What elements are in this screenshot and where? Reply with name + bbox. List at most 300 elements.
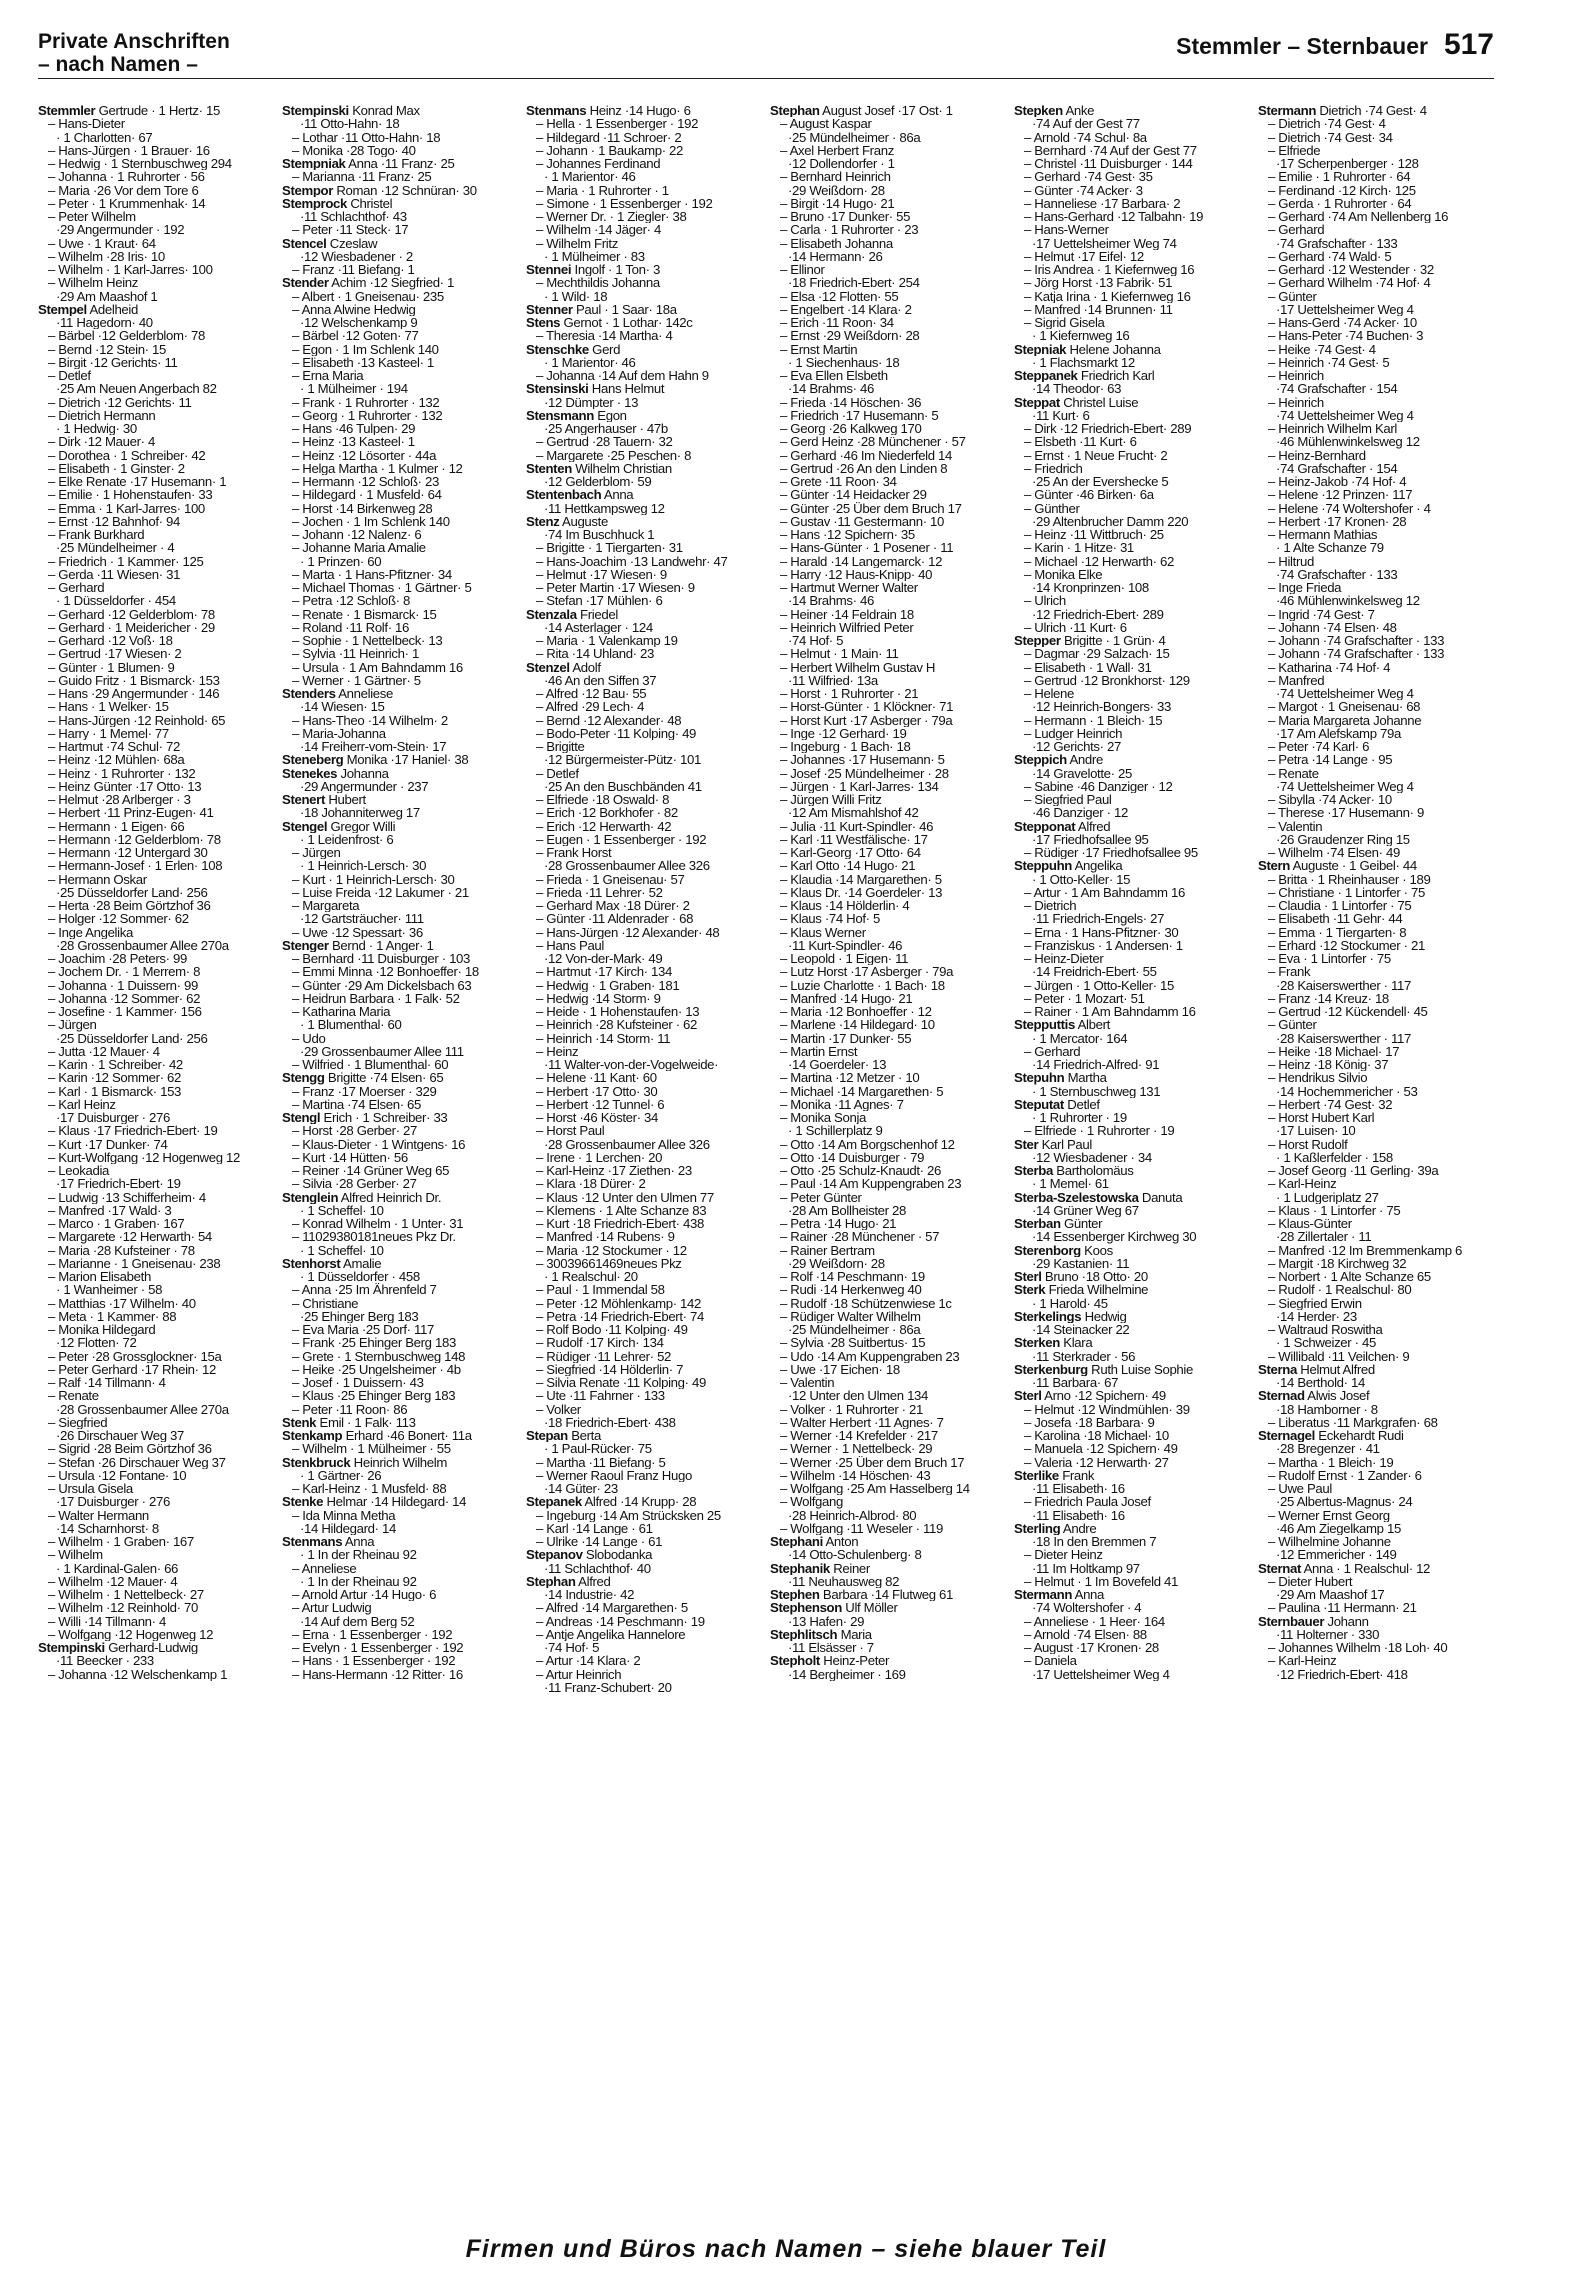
directory-entry bbox=[1258, 382, 1494, 395]
entry-text: – Margareta bbox=[292, 899, 360, 913]
directory-entry bbox=[770, 727, 1006, 740]
directory-entry bbox=[526, 1323, 762, 1336]
directory-entry bbox=[1014, 952, 1250, 965]
directory-entry bbox=[282, 1416, 518, 1429]
entry-text: – Horst ·46 Köster· 34 bbox=[536, 1111, 659, 1125]
directory-entry bbox=[38, 1548, 274, 1561]
entry-text: Brigitte ·74 Elsen· 65 bbox=[327, 1071, 444, 1085]
entry-surname: Stempor bbox=[282, 183, 334, 197]
entry-text: – Bernhard ·74 Auf der Gest 77 bbox=[1024, 143, 1197, 157]
entry-surname: Stennei bbox=[526, 263, 572, 277]
entry-text: · 1 Mercator· 164 bbox=[1032, 1031, 1128, 1045]
entry-text: – Hartmut ·74 Schul· 72 bbox=[48, 740, 180, 754]
directory-entry bbox=[526, 1588, 762, 1601]
directory-entry bbox=[770, 753, 1006, 766]
entry-text: – Dieter Hubert bbox=[1268, 1574, 1353, 1588]
directory-entry bbox=[526, 502, 762, 515]
directory-entry bbox=[1258, 926, 1494, 939]
directory-entry bbox=[770, 131, 1006, 144]
directory-entry bbox=[1014, 1654, 1250, 1667]
directory-entry bbox=[526, 223, 762, 236]
entry-text: – Liberatus ·11 Markgrafen· 68 bbox=[1268, 1415, 1438, 1429]
entry-text: ·11 Elisabeth· 16 bbox=[1032, 1508, 1125, 1522]
entry-text: ·17 Duisburger · 276 bbox=[56, 1495, 170, 1509]
entry-text: – Heinz-Dieter bbox=[1024, 952, 1104, 966]
directory-entry bbox=[770, 1032, 1006, 1045]
entry-text: ·28 Grossenbaumer Allee 270a bbox=[56, 938, 229, 952]
entry-text: · 1 Prinzen· 60 bbox=[300, 554, 382, 568]
entry-text: – Paulina ·11 Hermann· 21 bbox=[1268, 1601, 1417, 1615]
entry-text: – Hans-Gerhard ·12 Talbahn· 19 bbox=[1024, 210, 1204, 224]
entry-text: – Peter Wilhelm bbox=[48, 210, 136, 224]
directory-entry bbox=[526, 1191, 762, 1204]
entry-text: ·11 Otto-Hahn· 18 bbox=[300, 117, 400, 131]
directory-entry bbox=[38, 608, 274, 621]
entry-text: – Therese ·17 Husemann· 9 bbox=[1268, 806, 1424, 820]
directory-entry bbox=[526, 793, 762, 806]
directory-entry bbox=[282, 555, 518, 568]
directory-entry bbox=[38, 846, 274, 859]
directory-entry bbox=[38, 1535, 274, 1548]
directory-entry bbox=[38, 634, 274, 647]
entry-text: ·12 Unter den Ulmen 134 bbox=[788, 1389, 929, 1403]
directory-entry bbox=[282, 396, 518, 409]
directory-entry bbox=[770, 1297, 1006, 1310]
entry-text: – Silvia ·28 Gerber· 27 bbox=[292, 1177, 417, 1191]
entry-text: – Helene ·12 Prinzen· 117 bbox=[1268, 488, 1413, 502]
entry-text: · 1 Flachsmarkt 12 bbox=[1032, 355, 1135, 369]
entry-text: ·12 Bürgermeister-Pütz· 101 bbox=[544, 753, 701, 767]
entry-text: · 1 Leidenfrost· 6 bbox=[300, 832, 394, 846]
entry-text: – Marianne · 1 Gneisenau· 238 bbox=[48, 1256, 221, 1270]
entry-text: – Franziskus · 1 Andersen· 1 bbox=[1024, 938, 1183, 952]
entry-text: – Valeria ·12 Herwarth· 27 bbox=[1024, 1455, 1169, 1469]
entry-surname: Ster bbox=[1014, 1137, 1039, 1151]
directory-entry bbox=[1258, 952, 1494, 965]
entry-text: – Dietrich ·74 Gest· 4 bbox=[1268, 117, 1386, 131]
directory-entry bbox=[1258, 714, 1494, 727]
directory-entry bbox=[1014, 343, 1250, 356]
directory-entry bbox=[38, 276, 274, 289]
entry-text: ·28 Grossenbaumer Allee 270a bbox=[56, 1402, 229, 1416]
entry-surname: Stemprock bbox=[282, 196, 348, 210]
entry-text: ·14 Auf dem Berg 52 bbox=[300, 1614, 415, 1628]
entry-text: Frieda Wilhelmine bbox=[1048, 1283, 1149, 1297]
directory-entry bbox=[1014, 144, 1250, 157]
directory-entry bbox=[770, 1442, 1006, 1455]
directory-entry bbox=[1258, 820, 1494, 833]
directory-entry bbox=[770, 356, 1006, 369]
entry-text: – Johanna · 1 Ruhrorter · 56 bbox=[48, 170, 205, 184]
entry-text: – Anna Alwine Hedwig bbox=[292, 302, 416, 316]
directory-entry bbox=[282, 780, 518, 793]
entry-text: – Johann · 1 Baukamp· 22 bbox=[536, 143, 684, 157]
entry-text: – Julia ·11 Kurt-Spindler· 46 bbox=[780, 819, 934, 833]
entry-surname: Sterl bbox=[1014, 1270, 1042, 1284]
directory-entry bbox=[526, 1151, 762, 1164]
entry-text: – Michael Thomas · 1 Gärtner· 5 bbox=[292, 581, 472, 595]
directory-entry bbox=[526, 409, 762, 422]
entry-surname: Sternat bbox=[1258, 1561, 1301, 1575]
directory-entry bbox=[1258, 1601, 1494, 1614]
directory-entry bbox=[38, 1310, 274, 1323]
directory-entry bbox=[770, 859, 1006, 872]
directory-entry bbox=[1014, 1363, 1250, 1376]
directory-entry bbox=[1014, 1668, 1250, 1681]
directory-entry bbox=[38, 1363, 274, 1376]
directory-entry bbox=[1258, 1045, 1494, 1058]
entry-text: – Otto ·14 Duisburger · 79 bbox=[780, 1150, 925, 1164]
directory-entry bbox=[282, 952, 518, 965]
directory-entry bbox=[1014, 1495, 1250, 1508]
entry-text: Friedrich Karl bbox=[1080, 369, 1155, 383]
entry-surname: Steppanek bbox=[1014, 369, 1078, 383]
entry-surname: Sterling bbox=[1014, 1521, 1061, 1535]
directory-entry bbox=[770, 1005, 1006, 1018]
entry-surname: Sterban bbox=[1014, 1217, 1061, 1231]
directory-entry bbox=[1258, 1138, 1494, 1151]
directory-entry bbox=[282, 502, 518, 515]
directory-entry bbox=[1258, 1270, 1494, 1283]
directory-entry bbox=[38, 647, 274, 660]
directory-entry bbox=[526, 912, 762, 925]
directory-entry bbox=[282, 820, 518, 833]
directory-entry bbox=[770, 873, 1006, 886]
directory-entry bbox=[38, 1615, 274, 1628]
directory-entry bbox=[526, 131, 762, 144]
entry-text: Emil · 1 Falk· 113 bbox=[319, 1415, 416, 1429]
directory-entry bbox=[770, 1323, 1006, 1336]
entry-text: ·46 An den Siffen 37 bbox=[544, 673, 657, 687]
directory-entry bbox=[770, 1429, 1006, 1442]
entry-text: – Elke Renate ·17 Husemann· 1 bbox=[48, 475, 227, 489]
entry-text: – Monika ·28 Togo· 40 bbox=[292, 143, 416, 157]
directory-entry bbox=[1258, 740, 1494, 753]
entry-text: ·74 Auf der Gest 77 bbox=[1032, 117, 1140, 131]
directory-entry bbox=[282, 1177, 518, 1190]
entry-surname: Stepanov bbox=[526, 1548, 583, 1562]
entry-text: – Matthias ·17 Wilhelm· 40 bbox=[48, 1296, 196, 1310]
entry-text: – Helmut · 1 Im Bovefeld 41 bbox=[1024, 1574, 1179, 1588]
entry-text: ·46 Mühlenwinkelsweg 12 bbox=[1276, 435, 1420, 449]
directory-entry bbox=[770, 343, 1006, 356]
directory-entry bbox=[1258, 1336, 1494, 1349]
directory-entry bbox=[1258, 661, 1494, 674]
entry-text: – Gerhard Max ·18 Dürer· 2 bbox=[536, 899, 690, 913]
entry-text: · 1 Otto-Keller· 15 bbox=[1032, 872, 1131, 886]
directory-entry bbox=[38, 475, 274, 488]
entry-text: – Horst · 1 Ruhrorter · 21 bbox=[780, 687, 919, 701]
directory-entry bbox=[282, 488, 518, 501]
directory-entry bbox=[282, 131, 518, 144]
entry-text: – Hans-Dieter bbox=[48, 117, 125, 131]
directory-entry bbox=[38, 1429, 274, 1442]
entry-text: – Maria ·26 Vor dem Tore 6 bbox=[48, 183, 199, 197]
directory-entry bbox=[38, 1350, 274, 1363]
directory-entry bbox=[282, 581, 518, 594]
directory-entry bbox=[38, 1562, 274, 1575]
directory-entry bbox=[1258, 608, 1494, 621]
entry-text: – Gerda · 1 Ruhrorter · 64 bbox=[1268, 196, 1412, 210]
entry-text: – Heinrich bbox=[1268, 395, 1324, 409]
entry-text: Achim ·12 Siegfried· 1 bbox=[331, 276, 455, 290]
entry-text: – Werner · 1 Gärtner· 5 bbox=[292, 673, 421, 687]
entry-text: ·14 Wiesen· 15 bbox=[300, 700, 385, 714]
directory-entry bbox=[38, 382, 274, 395]
directory-entry bbox=[38, 223, 274, 236]
directory-entry bbox=[526, 316, 762, 329]
entry-text: ·14 Steinacker 22 bbox=[1032, 1323, 1130, 1337]
entry-text: – Rüdiger Walter Wilhelm bbox=[780, 1309, 921, 1323]
entry-text: · 1 Schweizer · 45 bbox=[1276, 1336, 1376, 1350]
entry-text: – Gerd Heinz ·28 Münchener · 57 bbox=[780, 435, 966, 449]
directory-entry bbox=[770, 1058, 1006, 1071]
entry-text: – Gerhard ·12 Voß· 18 bbox=[48, 634, 173, 648]
directory-entry bbox=[770, 965, 1006, 978]
entry-text: Heinz-Peter bbox=[823, 1654, 890, 1668]
entry-surname: Sterken bbox=[1014, 1336, 1060, 1350]
directory-entry bbox=[526, 1204, 762, 1217]
directory-entry bbox=[1258, 674, 1494, 687]
directory-entry bbox=[526, 210, 762, 223]
directory-entry bbox=[770, 1376, 1006, 1389]
directory-entry bbox=[1258, 290, 1494, 303]
directory-entry bbox=[1014, 753, 1250, 766]
directory-entry bbox=[1258, 1588, 1494, 1601]
entry-text: – Ida Minna Metha bbox=[292, 1508, 396, 1522]
directory-entry bbox=[1258, 568, 1494, 581]
directory-entry bbox=[282, 793, 518, 806]
entry-text: – Gerhard ·46 Im Niederfeld 14 bbox=[780, 448, 953, 462]
directory-entry bbox=[1014, 568, 1250, 581]
entry-text: – Ingeburg ·14 Am Strücksken 25 bbox=[536, 1508, 721, 1522]
directory-entry bbox=[1014, 1164, 1250, 1177]
entry-text: – Bernhard ·11 Duisburger · 103 bbox=[292, 952, 471, 966]
directory-entry bbox=[1258, 806, 1494, 819]
directory-columns bbox=[38, 104, 1494, 2184]
directory-entry bbox=[770, 1389, 1006, 1402]
entry-text: · 1 Sternbuschweg 131 bbox=[1032, 1084, 1161, 1098]
directory-entry bbox=[1258, 356, 1494, 369]
entry-text: – Ferdinand ·12 Kirch· 125 bbox=[1268, 183, 1416, 197]
entry-text: – Alfred ·14 Margarethen· 5 bbox=[536, 1601, 688, 1615]
entry-text: Wilhelm Christian bbox=[575, 461, 672, 475]
entry-text: – Heinrich bbox=[1268, 369, 1324, 383]
directory-entry bbox=[1258, 303, 1494, 316]
entry-text: – Martin Ernst bbox=[780, 1044, 858, 1058]
entry-text: – Petra ·12 Schloß· 8 bbox=[292, 594, 410, 608]
directory-entry bbox=[526, 621, 762, 634]
entry-text: – Heinz ·11 Wittbruch· 25 bbox=[1024, 528, 1164, 542]
directory-entry bbox=[526, 117, 762, 130]
entry-text: – Gerhard · 1 Meidericher · 29 bbox=[48, 620, 215, 634]
entry-text: – Inge Frieda bbox=[1268, 581, 1342, 595]
entry-text: – Hans · 1 Essenberger · 192 bbox=[292, 1654, 456, 1668]
directory-entry bbox=[770, 1509, 1006, 1522]
directory-entry bbox=[1014, 859, 1250, 872]
entry-text: – Eva Ellen Elsbeth bbox=[780, 369, 888, 383]
directory-entry bbox=[1014, 1257, 1250, 1270]
entry-text: – Eugen · 1 Essenberger · 192 bbox=[536, 832, 707, 846]
directory-entry bbox=[38, 1177, 274, 1190]
entry-text: – Hedwig · 1 Sternbuschweg 294 bbox=[48, 157, 232, 171]
directory-entry bbox=[1258, 1297, 1494, 1310]
directory-entry bbox=[1258, 793, 1494, 806]
entry-surname: Sterna bbox=[1258, 1362, 1297, 1376]
entry-text: ·14 Otto-Schulenberg· 8 bbox=[788, 1548, 922, 1562]
entry-text: – Carla · 1 Ruhrorter · 23 bbox=[780, 223, 919, 237]
entry-surname: Stephanik bbox=[770, 1561, 830, 1575]
directory-entry bbox=[1014, 1071, 1250, 1084]
directory-entry bbox=[526, 237, 762, 250]
directory-entry bbox=[770, 1668, 1006, 1681]
directory-entry bbox=[1258, 1177, 1494, 1190]
entry-surname: Stenekes bbox=[282, 766, 338, 780]
directory-entry bbox=[1014, 621, 1250, 634]
directory-entry bbox=[38, 833, 274, 846]
directory-entry bbox=[1014, 833, 1250, 846]
directory-entry bbox=[38, 555, 274, 568]
entry-text: Alfred ·14 Krupp· 28 bbox=[584, 1495, 697, 1509]
entry-text: – Franz ·11 Biefang· 1 bbox=[292, 263, 415, 277]
directory-entry bbox=[526, 1297, 762, 1310]
directory-entry bbox=[770, 290, 1006, 303]
entry-text: ·17 Uettelsheimer Weg 74 bbox=[1032, 236, 1177, 250]
directory-entry bbox=[770, 210, 1006, 223]
directory-entry bbox=[526, 1283, 762, 1296]
entry-text: ·12 Gelderblom· 59 bbox=[544, 475, 652, 489]
entry-text: – Luzie Charlotte · 1 Bach· 18 bbox=[780, 978, 945, 992]
entry-text: ·74 Grafschafter · 154 bbox=[1276, 461, 1398, 475]
entry-text: – Wilhelmine Johanne bbox=[1268, 1535, 1391, 1549]
entry-text: ·14 Kronprinzen· 108 bbox=[1032, 581, 1149, 595]
directory-entry bbox=[38, 1297, 274, 1310]
directory-entry bbox=[526, 1045, 762, 1058]
directory-entry bbox=[1258, 621, 1494, 634]
entry-text: – Hermann · 1 Bleich· 15 bbox=[1024, 713, 1163, 727]
entry-text: – Frank bbox=[1268, 965, 1311, 979]
entry-text: – Sibylla ·74 Acker· 10 bbox=[1268, 793, 1392, 807]
entry-surname: Stepputtis bbox=[1014, 1018, 1075, 1032]
directory-entry bbox=[770, 647, 1006, 660]
entry-text: – Heinz · 1 Ruhrorter · 132 bbox=[48, 766, 196, 780]
entry-text: – Rita ·14 Uhland· 23 bbox=[536, 647, 655, 661]
entry-text: – Hanneliese ·17 Barbara· 2 bbox=[1024, 196, 1181, 210]
entry-text: – Peter ·12 Möhlenkamp· 142 bbox=[536, 1296, 702, 1310]
directory-entry bbox=[38, 714, 274, 727]
directory-entry bbox=[282, 1495, 518, 1508]
entry-text: – Hans-Joachim ·13 Landwehr· 47 bbox=[536, 554, 728, 568]
entry-text: Andre bbox=[1062, 1521, 1097, 1535]
directory-entry bbox=[282, 1045, 518, 1058]
directory-entry bbox=[282, 1085, 518, 1098]
directory-entry bbox=[1258, 634, 1494, 647]
entry-text: – Daniela bbox=[1024, 1654, 1077, 1668]
directory-entry bbox=[1014, 356, 1250, 369]
entry-text: ·29 Am Maashof 1 bbox=[56, 289, 158, 303]
entry-text: – Klaus ·25 Ehinger Berg 183 bbox=[292, 1389, 456, 1403]
directory-entry bbox=[1014, 740, 1250, 753]
directory-entry bbox=[1014, 1389, 1250, 1402]
entry-text: ·11 Elisabeth· 16 bbox=[1032, 1482, 1125, 1496]
entry-text: – Rüdiger ·11 Lehrer· 52 bbox=[536, 1349, 672, 1363]
entry-text: Brigitte · 1 Grün· 4 bbox=[1063, 634, 1166, 648]
entry-text: ·12 Wiesbadener · 34 bbox=[1032, 1150, 1152, 1164]
entry-text: · 1 Mülheimer · 83 bbox=[544, 249, 645, 263]
name-range: Stemmler – Sternbauer bbox=[1176, 33, 1428, 59]
directory-entry bbox=[1258, 422, 1494, 435]
entry-text: – Wilhelm bbox=[48, 1548, 103, 1562]
directory-entry bbox=[1014, 1641, 1250, 1654]
directory-entry bbox=[1014, 1522, 1250, 1535]
entry-text: – Grete · 1 Sternbuschweg 148 bbox=[292, 1349, 466, 1363]
entry-text: – Johann ·74 Grafschafter · 133 bbox=[1268, 634, 1445, 648]
entry-text: – Silvia Renate ·11 Kolping· 49 bbox=[536, 1376, 706, 1390]
entry-text: ·18 Friedrich-Ebert· 438 bbox=[544, 1415, 676, 1429]
directory-entry bbox=[1014, 767, 1250, 780]
entry-text: – Heinz ·12 Mühlen· 68a bbox=[48, 753, 185, 767]
entry-text: ·11 Franz-Schubert· 20 bbox=[544, 1680, 672, 1694]
entry-text: Berta bbox=[571, 1429, 601, 1443]
entry-text: Christel bbox=[350, 196, 393, 210]
entry-text: – Renate bbox=[1268, 766, 1319, 780]
entry-text: – Helmut ·12 Windmühlen· 39 bbox=[1024, 1402, 1190, 1416]
entry-text: ·74 Woltershofer · 4 bbox=[1032, 1601, 1142, 1615]
directory-entry bbox=[1258, 435, 1494, 448]
entry-text: – Margot · 1 Gneisenau· 68 bbox=[1268, 700, 1421, 714]
entry-text: – Bärbel ·12 Gelderblom· 78 bbox=[48, 329, 205, 343]
directory-entry bbox=[282, 263, 518, 276]
entry-text: – Dirk ·12 Mauer· 4 bbox=[48, 435, 155, 449]
entry-surname: Stepan bbox=[526, 1429, 568, 1443]
directory-entry bbox=[1014, 594, 1250, 607]
directory-entry bbox=[38, 1376, 274, 1389]
directory-entry bbox=[770, 1244, 1006, 1257]
entry-text: – Heinrich ·14 Storm· 11 bbox=[536, 1031, 671, 1045]
entry-text: ·25 Ehinger Berg 183 bbox=[300, 1309, 419, 1323]
entry-text: Angelika bbox=[1074, 859, 1123, 873]
entry-text: ·11 Schlachthof· 43 bbox=[300, 210, 407, 224]
directory-entry bbox=[1014, 1548, 1250, 1561]
directory-entry bbox=[770, 184, 1006, 197]
directory-entry bbox=[526, 475, 762, 488]
directory-entry bbox=[1258, 979, 1494, 992]
directory-entry bbox=[526, 1615, 762, 1628]
directory-entry bbox=[282, 369, 518, 382]
entry-text: – Harry · 1 Memel· 77 bbox=[48, 726, 169, 740]
entry-text: – Günter ·25 Über dem Bruch 17 bbox=[780, 501, 962, 515]
directory-entry bbox=[38, 939, 274, 952]
entry-text: – Michael ·12 Herwarth· 62 bbox=[1024, 554, 1174, 568]
directory-entry bbox=[282, 157, 518, 170]
entry-text: ·14 Essenberger Kirchweg 30 bbox=[1032, 1230, 1197, 1244]
entry-text: – Wilhelm Fritz bbox=[536, 236, 618, 250]
entry-text: – Christiane · 1 Lintorfer · 75 bbox=[1268, 885, 1426, 899]
directory-entry bbox=[526, 1111, 762, 1124]
entry-text: – Peter Gerhard ·17 Rhein· 12 bbox=[48, 1362, 216, 1376]
entry-surname: Sterba bbox=[1014, 1164, 1053, 1178]
directory-entry bbox=[38, 237, 274, 250]
directory-entry bbox=[38, 1191, 274, 1204]
directory-entry bbox=[1258, 1323, 1494, 1336]
entry-text: ·14 Brahms· 46 bbox=[788, 594, 874, 608]
entry-text: – Gerda ·11 Wiesen· 31 bbox=[48, 567, 181, 581]
directory-entry bbox=[770, 634, 1006, 647]
directory-entry bbox=[526, 1363, 762, 1376]
entry-text: – Kurt-Wolfgang ·12 Hogenweg 12 bbox=[48, 1150, 240, 1164]
directory-entry bbox=[1014, 1151, 1250, 1164]
entry-text: – Friedrich · 1 Kammer· 125 bbox=[48, 554, 204, 568]
